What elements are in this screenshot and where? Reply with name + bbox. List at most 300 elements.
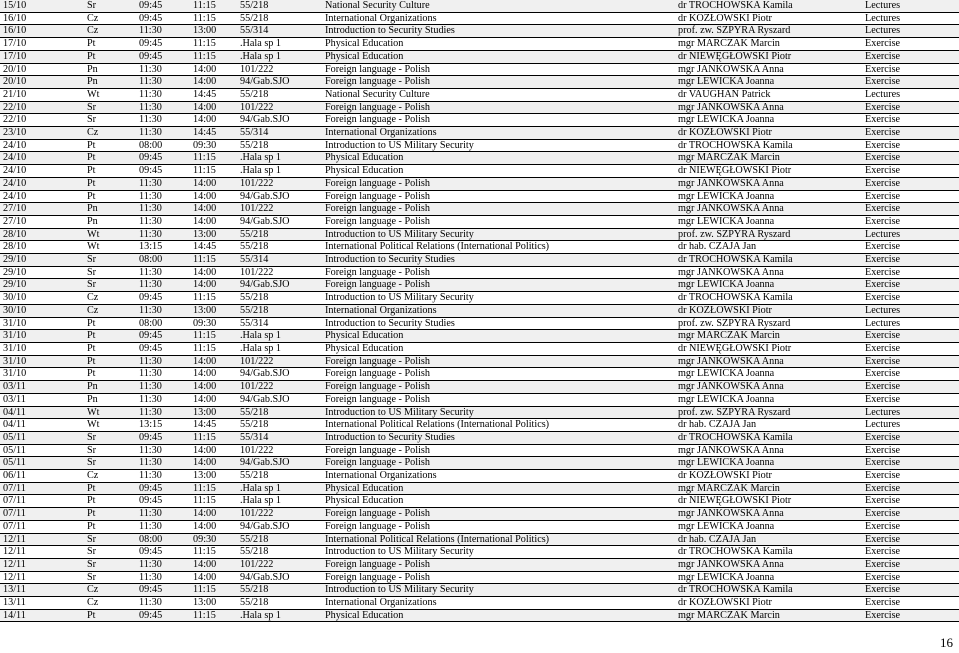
instructor-cell: mgr JANKOWSKA Anna bbox=[675, 177, 862, 190]
table-row bbox=[0, 50, 959, 63]
class-type-cell: Exercise bbox=[862, 330, 959, 343]
start-time-cell: 11:30 bbox=[136, 571, 190, 584]
end-time-cell: 11:15 bbox=[190, 482, 237, 495]
class-type-cell: Exercise bbox=[862, 254, 959, 267]
end-time-cell: 14:00 bbox=[190, 444, 237, 457]
table-row bbox=[0, 381, 959, 394]
instructor-cell: mgr LEWICKA Joanna bbox=[675, 190, 862, 203]
day-cell: Pt bbox=[84, 368, 136, 381]
class-type-cell: Exercise bbox=[862, 571, 959, 584]
course-cell: Foreign language - Polish bbox=[322, 101, 675, 114]
end-time-cell: 11:15 bbox=[190, 12, 237, 25]
day-cell: Pt bbox=[84, 190, 136, 203]
class-type-cell: Exercise bbox=[862, 114, 959, 127]
course-cell: International Political Relations (International Politics) bbox=[322, 533, 675, 546]
date-cell: 20/10 bbox=[0, 76, 84, 89]
instructor-cell: mgr JANKOWSKA Anna bbox=[675, 508, 862, 521]
date-cell: 27/10 bbox=[0, 215, 84, 228]
instructor-cell: prof. zw. SZPYRA Ryszard bbox=[675, 228, 862, 241]
end-time-cell: 14:00 bbox=[190, 508, 237, 521]
end-time-cell: 11:15 bbox=[190, 50, 237, 63]
day-cell: Śr bbox=[84, 254, 136, 267]
room-cell: 101/222 bbox=[237, 266, 322, 279]
class-type-cell: Lectures bbox=[862, 406, 959, 419]
table-row bbox=[0, 609, 959, 622]
start-time-cell: 11:30 bbox=[136, 190, 190, 203]
day-cell: Śr bbox=[84, 558, 136, 571]
class-type-cell: Exercise bbox=[862, 495, 959, 508]
instructor-cell: dr TROCHOWSKA Kamila bbox=[675, 292, 862, 305]
course-cell: Introduction to US Military Security bbox=[322, 546, 675, 559]
course-cell: Physical Education bbox=[322, 495, 675, 508]
course-cell: Introduction to Security Studies bbox=[322, 431, 675, 444]
instructor-cell: mgr JANKOWSKA Anna bbox=[675, 355, 862, 368]
class-type-cell: Exercise bbox=[862, 342, 959, 355]
course-cell: International Organizations bbox=[322, 597, 675, 610]
table-row bbox=[0, 393, 959, 406]
course-cell: Foreign language - Polish bbox=[322, 393, 675, 406]
day-cell: Śr bbox=[84, 444, 136, 457]
room-cell: 94/Gab.SJO bbox=[237, 215, 322, 228]
instructor-cell: prof. zw. SZPYRA Ryszard bbox=[675, 406, 862, 419]
end-time-cell: 14:00 bbox=[190, 190, 237, 203]
class-type-cell: Exercise bbox=[862, 546, 959, 559]
instructor-cell: dr NIEWĘGŁOWSKI Piotr bbox=[675, 165, 862, 178]
course-cell: Foreign language - Polish bbox=[322, 381, 675, 394]
start-time-cell: 11:30 bbox=[136, 368, 190, 381]
instructor-cell: mgr JANKOWSKA Anna bbox=[675, 203, 862, 216]
end-time-cell: 14:00 bbox=[190, 215, 237, 228]
table-row bbox=[0, 317, 959, 330]
course-cell: Physical Education bbox=[322, 165, 675, 178]
start-time-cell: 09:45 bbox=[136, 342, 190, 355]
end-time-cell: 13:00 bbox=[190, 228, 237, 241]
class-type-cell: Exercise bbox=[862, 177, 959, 190]
instructor-cell: mgr LEWICKA Joanna bbox=[675, 368, 862, 381]
room-cell: .Hala sp 1 bbox=[237, 152, 322, 165]
course-cell: Physical Education bbox=[322, 482, 675, 495]
instructor-cell: dr KOZŁOWSKI Piotr bbox=[675, 304, 862, 317]
end-time-cell: 11:15 bbox=[190, 38, 237, 51]
course-cell: Introduction to US Military Security bbox=[322, 292, 675, 305]
course-cell: International Organizations bbox=[322, 12, 675, 25]
start-time-cell: 13:15 bbox=[136, 419, 190, 432]
course-cell: Introduction to Security Studies bbox=[322, 25, 675, 38]
instructor-cell: mgr MARCZAK Marcin bbox=[675, 609, 862, 622]
start-time-cell: 08:00 bbox=[136, 533, 190, 546]
class-type-cell: Exercise bbox=[862, 393, 959, 406]
day-cell: Pn bbox=[84, 215, 136, 228]
course-cell: Foreign language - Polish bbox=[322, 266, 675, 279]
end-time-cell: 14:00 bbox=[190, 558, 237, 571]
instructor-cell: mgr MARCZAK Marcin bbox=[675, 38, 862, 51]
instructor-cell: mgr JANKOWSKA Anna bbox=[675, 63, 862, 76]
room-cell: 55/314 bbox=[237, 317, 322, 330]
table-row bbox=[0, 355, 959, 368]
date-cell: 16/10 bbox=[0, 25, 84, 38]
course-cell: National Security Culture bbox=[322, 0, 675, 12]
class-type-cell: Exercise bbox=[862, 444, 959, 457]
instructor-cell: dr TROCHOWSKA Kamila bbox=[675, 546, 862, 559]
class-type-cell: Exercise bbox=[862, 38, 959, 51]
class-type-cell: Lectures bbox=[862, 88, 959, 101]
start-time-cell: 11:30 bbox=[136, 25, 190, 38]
day-cell: Pt bbox=[84, 317, 136, 330]
table-row bbox=[0, 177, 959, 190]
table-row bbox=[0, 190, 959, 203]
room-cell: 101/222 bbox=[237, 203, 322, 216]
end-time-cell: 11:15 bbox=[190, 254, 237, 267]
class-type-cell: Lectures bbox=[862, 228, 959, 241]
class-type-cell: Exercise bbox=[862, 50, 959, 63]
date-cell: 29/10 bbox=[0, 266, 84, 279]
day-cell: Cz bbox=[84, 12, 136, 25]
day-cell: Pt bbox=[84, 330, 136, 343]
course-cell: Physical Education bbox=[322, 50, 675, 63]
date-cell: 31/10 bbox=[0, 355, 84, 368]
start-time-cell: 11:30 bbox=[136, 63, 190, 76]
class-type-cell: Exercise bbox=[862, 558, 959, 571]
day-cell: Śr bbox=[84, 279, 136, 292]
class-type-cell: Exercise bbox=[862, 279, 959, 292]
room-cell: 55/218 bbox=[237, 241, 322, 254]
start-time-cell: 11:30 bbox=[136, 597, 190, 610]
day-cell: Wt bbox=[84, 419, 136, 432]
course-cell: Introduction to US Military Security bbox=[322, 139, 675, 152]
class-type-cell: Exercise bbox=[862, 165, 959, 178]
class-type-cell: Exercise bbox=[862, 190, 959, 203]
class-type-cell: Exercise bbox=[862, 266, 959, 279]
class-type-cell: Exercise bbox=[862, 127, 959, 140]
instructor-cell: prof. zw. SZPYRA Ryszard bbox=[675, 25, 862, 38]
day-cell: Śr bbox=[84, 457, 136, 470]
class-type-cell: Exercise bbox=[862, 63, 959, 76]
room-cell: 94/Gab.SJO bbox=[237, 457, 322, 470]
table-row bbox=[0, 431, 959, 444]
day-cell: Śr bbox=[84, 571, 136, 584]
end-time-cell: 11:15 bbox=[190, 330, 237, 343]
end-time-cell: 14:00 bbox=[190, 76, 237, 89]
class-type-cell: Exercise bbox=[862, 520, 959, 533]
start-time-cell: 11:30 bbox=[136, 508, 190, 521]
end-time-cell: 14:00 bbox=[190, 63, 237, 76]
start-time-cell: 11:30 bbox=[136, 406, 190, 419]
date-cell: 24/10 bbox=[0, 165, 84, 178]
class-type-cell: Exercise bbox=[862, 508, 959, 521]
room-cell: 101/222 bbox=[237, 508, 322, 521]
table-row bbox=[0, 228, 959, 241]
date-cell: 14/11 bbox=[0, 609, 84, 622]
course-cell: National Security Culture bbox=[322, 88, 675, 101]
class-type-cell: Exercise bbox=[862, 609, 959, 622]
table-row bbox=[0, 495, 959, 508]
day-cell: Śr bbox=[84, 266, 136, 279]
table-row bbox=[0, 444, 959, 457]
day-cell: Pt bbox=[84, 342, 136, 355]
instructor-cell: mgr MARCZAK Marcin bbox=[675, 482, 862, 495]
start-time-cell: 09:45 bbox=[136, 495, 190, 508]
instructor-cell: dr TROCHOWSKA Kamila bbox=[675, 584, 862, 597]
day-cell: Pt bbox=[84, 50, 136, 63]
date-cell: 21/10 bbox=[0, 88, 84, 101]
class-type-cell: Exercise bbox=[862, 584, 959, 597]
room-cell: 55/314 bbox=[237, 254, 322, 267]
instructor-cell: prof. zw. SZPYRA Ryszard bbox=[675, 317, 862, 330]
end-time-cell: 14:00 bbox=[190, 266, 237, 279]
room-cell: 55/218 bbox=[237, 470, 322, 483]
class-type-cell: Exercise bbox=[862, 368, 959, 381]
day-cell: Wt bbox=[84, 241, 136, 254]
instructor-cell: dr hab. CZAJA Jan bbox=[675, 241, 862, 254]
course-cell: International Organizations bbox=[322, 127, 675, 140]
table-row bbox=[0, 558, 959, 571]
course-cell: Foreign language - Polish bbox=[322, 457, 675, 470]
room-cell: 55/314 bbox=[237, 431, 322, 444]
class-type-cell: Exercise bbox=[862, 597, 959, 610]
room-cell: 55/218 bbox=[237, 419, 322, 432]
room-cell: 101/222 bbox=[237, 355, 322, 368]
course-cell: Foreign language - Polish bbox=[322, 368, 675, 381]
start-time-cell: 11:30 bbox=[136, 470, 190, 483]
start-time-cell: 09:45 bbox=[136, 584, 190, 597]
day-cell: Cz bbox=[84, 470, 136, 483]
date-cell: 05/11 bbox=[0, 444, 84, 457]
table-row bbox=[0, 165, 959, 178]
course-cell: Foreign language - Polish bbox=[322, 63, 675, 76]
table-row bbox=[0, 368, 959, 381]
start-time-cell: 11:30 bbox=[136, 381, 190, 394]
date-cell: 05/11 bbox=[0, 431, 84, 444]
end-time-cell: 11:15 bbox=[190, 342, 237, 355]
room-cell: 55/218 bbox=[237, 597, 322, 610]
day-cell: Cz bbox=[84, 292, 136, 305]
day-cell: Pt bbox=[84, 520, 136, 533]
day-cell: Pt bbox=[84, 165, 136, 178]
instructor-cell: mgr LEWICKA Joanna bbox=[675, 520, 862, 533]
course-cell: Introduction to Security Studies bbox=[322, 317, 675, 330]
instructor-cell: dr TROCHOWSKA Kamila bbox=[675, 254, 862, 267]
class-type-cell: Exercise bbox=[862, 241, 959, 254]
end-time-cell: 09:30 bbox=[190, 139, 237, 152]
table-row bbox=[0, 139, 959, 152]
class-type-cell: Exercise bbox=[862, 76, 959, 89]
end-time-cell: 13:00 bbox=[190, 304, 237, 317]
table-row bbox=[0, 63, 959, 76]
instructor-cell: dr hab. CZAJA Jan bbox=[675, 533, 862, 546]
date-cell: 20/10 bbox=[0, 63, 84, 76]
end-time-cell: 14:00 bbox=[190, 368, 237, 381]
end-time-cell: 14:00 bbox=[190, 279, 237, 292]
table-row bbox=[0, 342, 959, 355]
table-row bbox=[0, 330, 959, 343]
room-cell: 101/222 bbox=[237, 444, 322, 457]
date-cell: 22/10 bbox=[0, 101, 84, 114]
end-time-cell: 13:00 bbox=[190, 470, 237, 483]
table-row bbox=[0, 406, 959, 419]
class-type-cell: Exercise bbox=[862, 355, 959, 368]
room-cell: 94/Gab.SJO bbox=[237, 76, 322, 89]
course-cell: Foreign language - Polish bbox=[322, 444, 675, 457]
room-cell: 55/218 bbox=[237, 292, 322, 305]
table-row bbox=[0, 419, 959, 432]
day-cell: Cz bbox=[84, 584, 136, 597]
start-time-cell: 11:30 bbox=[136, 558, 190, 571]
date-cell: 28/10 bbox=[0, 241, 84, 254]
end-time-cell: 11:15 bbox=[190, 495, 237, 508]
instructor-cell: mgr MARCZAK Marcin bbox=[675, 330, 862, 343]
course-cell: Introduction to US Military Security bbox=[322, 228, 675, 241]
end-time-cell: 11:15 bbox=[190, 431, 237, 444]
class-type-cell: Lectures bbox=[862, 25, 959, 38]
table-row bbox=[0, 114, 959, 127]
table-row bbox=[0, 584, 959, 597]
start-time-cell: 11:30 bbox=[136, 177, 190, 190]
table-row bbox=[0, 533, 959, 546]
start-time-cell: 09:45 bbox=[136, 546, 190, 559]
room-cell: 55/218 bbox=[237, 584, 322, 597]
day-cell: Pt bbox=[84, 38, 136, 51]
end-time-cell: 09:30 bbox=[190, 533, 237, 546]
course-cell: Physical Education bbox=[322, 152, 675, 165]
date-cell: 13/11 bbox=[0, 584, 84, 597]
end-time-cell: 14:00 bbox=[190, 571, 237, 584]
instructor-cell: mgr LEWICKA Joanna bbox=[675, 279, 862, 292]
instructor-cell: mgr JANKOWSKA Anna bbox=[675, 444, 862, 457]
date-cell: 07/11 bbox=[0, 495, 84, 508]
room-cell: 94/Gab.SJO bbox=[237, 368, 322, 381]
instructor-cell: mgr JANKOWSKA Anna bbox=[675, 101, 862, 114]
table-row bbox=[0, 88, 959, 101]
instructor-cell: dr TROCHOWSKA Kamila bbox=[675, 431, 862, 444]
day-cell: Pt bbox=[84, 495, 136, 508]
end-time-cell: 14:00 bbox=[190, 203, 237, 216]
day-cell: Pt bbox=[84, 177, 136, 190]
instructor-cell: mgr JANKOWSKA Anna bbox=[675, 558, 862, 571]
start-time-cell: 11:30 bbox=[136, 266, 190, 279]
start-time-cell: 11:30 bbox=[136, 304, 190, 317]
course-cell: Foreign language - Polish bbox=[322, 190, 675, 203]
course-cell: Foreign language - Polish bbox=[322, 114, 675, 127]
table-row bbox=[0, 101, 959, 114]
end-time-cell: 13:00 bbox=[190, 406, 237, 419]
class-type-cell: Lectures bbox=[862, 317, 959, 330]
instructor-cell: dr NIEWĘGŁOWSKI Piotr bbox=[675, 50, 862, 63]
date-cell: 30/10 bbox=[0, 304, 84, 317]
date-cell: 24/10 bbox=[0, 152, 84, 165]
date-cell: 31/10 bbox=[0, 342, 84, 355]
date-cell: 28/10 bbox=[0, 228, 84, 241]
start-time-cell: 11:30 bbox=[136, 228, 190, 241]
date-cell: 07/11 bbox=[0, 482, 84, 495]
table-row bbox=[0, 0, 959, 12]
day-cell: Cz bbox=[84, 597, 136, 610]
room-cell: 101/222 bbox=[237, 101, 322, 114]
day-cell: Wt bbox=[84, 228, 136, 241]
course-cell: Introduction to US Military Security bbox=[322, 406, 675, 419]
room-cell: 55/218 bbox=[237, 228, 322, 241]
table-row bbox=[0, 203, 959, 216]
class-type-cell: Exercise bbox=[862, 482, 959, 495]
room-cell: 55/218 bbox=[237, 88, 322, 101]
start-time-cell: 09:45 bbox=[136, 38, 190, 51]
start-time-cell: 09:45 bbox=[136, 0, 190, 12]
instructor-cell: dr TROCHOWSKA Kamila bbox=[675, 0, 862, 12]
day-cell: Pn bbox=[84, 203, 136, 216]
room-cell: 55/218 bbox=[237, 0, 322, 12]
start-time-cell: 09:45 bbox=[136, 431, 190, 444]
date-cell: 24/10 bbox=[0, 139, 84, 152]
end-time-cell: 13:00 bbox=[190, 597, 237, 610]
date-cell: 12/11 bbox=[0, 571, 84, 584]
class-type-cell: Exercise bbox=[862, 152, 959, 165]
room-cell: .Hala sp 1 bbox=[237, 342, 322, 355]
room-cell: 55/218 bbox=[237, 304, 322, 317]
class-type-cell: Exercise bbox=[862, 139, 959, 152]
date-cell: 27/10 bbox=[0, 203, 84, 216]
day-cell: Pt bbox=[84, 508, 136, 521]
room-cell: 101/222 bbox=[237, 381, 322, 394]
start-time-cell: 09:45 bbox=[136, 330, 190, 343]
room-cell: 94/Gab.SJO bbox=[237, 279, 322, 292]
date-cell: 04/11 bbox=[0, 406, 84, 419]
end-time-cell: 09:30 bbox=[190, 317, 237, 330]
table-row bbox=[0, 76, 959, 89]
instructor-cell: mgr MARCZAK Marcin bbox=[675, 152, 862, 165]
day-cell: Śr bbox=[84, 546, 136, 559]
day-cell: Śr bbox=[84, 431, 136, 444]
room-cell: 101/222 bbox=[237, 558, 322, 571]
day-cell: Wt bbox=[84, 88, 136, 101]
room-cell: 101/222 bbox=[237, 63, 322, 76]
room-cell: .Hala sp 1 bbox=[237, 50, 322, 63]
instructor-cell: mgr LEWICKA Joanna bbox=[675, 571, 862, 584]
day-cell: Pt bbox=[84, 609, 136, 622]
instructor-cell: mgr LEWICKA Joanna bbox=[675, 114, 862, 127]
start-time-cell: 13:15 bbox=[136, 241, 190, 254]
date-cell: 15/10 bbox=[0, 0, 84, 12]
room-cell: .Hala sp 1 bbox=[237, 482, 322, 495]
end-time-cell: 14:45 bbox=[190, 419, 237, 432]
course-cell: Foreign language - Polish bbox=[322, 355, 675, 368]
day-cell: Pn bbox=[84, 393, 136, 406]
end-time-cell: 14:45 bbox=[190, 127, 237, 140]
table-row bbox=[0, 25, 959, 38]
day-cell: Pt bbox=[84, 482, 136, 495]
day-cell: Śr bbox=[84, 0, 136, 12]
class-type-cell: Exercise bbox=[862, 203, 959, 216]
date-cell: 12/11 bbox=[0, 546, 84, 559]
day-cell: Cz bbox=[84, 304, 136, 317]
date-cell: 29/10 bbox=[0, 279, 84, 292]
course-cell: Physical Education bbox=[322, 38, 675, 51]
date-cell: 24/10 bbox=[0, 177, 84, 190]
course-cell: Foreign language - Polish bbox=[322, 215, 675, 228]
table-row bbox=[0, 482, 959, 495]
table-row bbox=[0, 266, 959, 279]
room-cell: 94/Gab.SJO bbox=[237, 114, 322, 127]
class-type-cell: Exercise bbox=[862, 101, 959, 114]
table-row bbox=[0, 508, 959, 521]
start-time-cell: 11:30 bbox=[136, 457, 190, 470]
course-cell: Foreign language - Polish bbox=[322, 520, 675, 533]
date-cell: 13/11 bbox=[0, 597, 84, 610]
start-time-cell: 09:45 bbox=[136, 50, 190, 63]
day-cell: Wt bbox=[84, 406, 136, 419]
instructor-cell: dr KOZŁOWSKI Piotr bbox=[675, 12, 862, 25]
course-cell: Physical Education bbox=[322, 342, 675, 355]
start-time-cell: 11:30 bbox=[136, 76, 190, 89]
end-time-cell: 14:00 bbox=[190, 457, 237, 470]
